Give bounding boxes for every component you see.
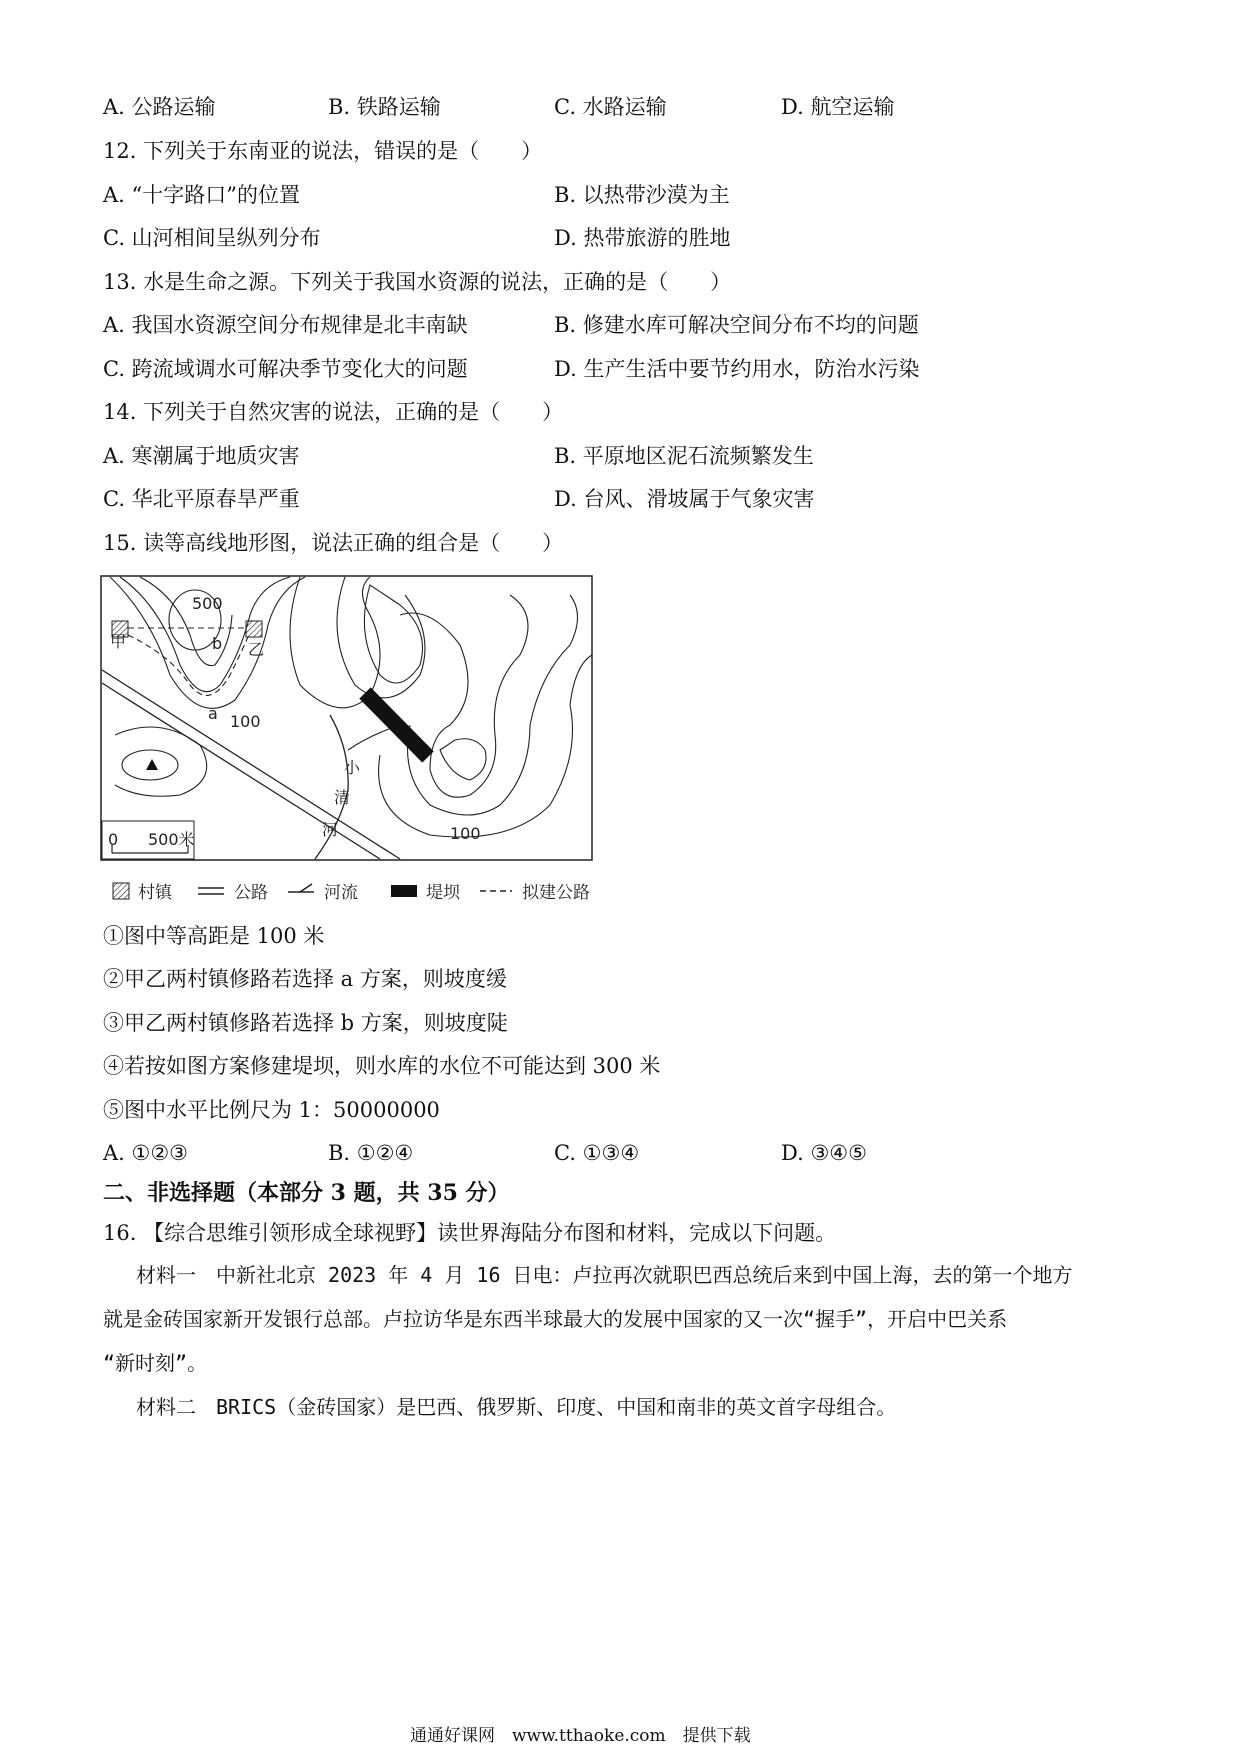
q16-stem: 16. 【综合思维引领形成全球视野】读世界海陆分布图和材料，完成以下问题。 — [103, 1221, 837, 1245]
q13-option-b: B. 修建水库可解决空间分布不均的问题 — [554, 313, 919, 337]
contour-label-500: 500 — [192, 594, 223, 613]
q16-material2: 材料二 BRICS（金砖国家）是巴西、俄罗斯、印度、中国和南非的英文首字母组合。 — [136, 1395, 897, 1419]
section2-title: 二、非选择题（本部分 3 题，共 35 分） — [103, 1180, 510, 1206]
legend-village — [112, 878, 172, 903]
river-char-1: 小 — [344, 758, 361, 777]
river-char-2: 清 — [334, 788, 351, 807]
q12-stem: 12. 下列关于东南亚的说法，错误的是（ ） — [103, 139, 543, 163]
q15-statement-3: ③甲乙两村镇修路若选择 b 方案，则坡度陡 — [103, 1011, 508, 1035]
legend-river-label: 河流 — [324, 883, 358, 903]
river-char-3: 河 — [322, 820, 339, 839]
road-symbol-icon — [196, 882, 226, 900]
q16-material1-line2: 就是金砖国家新开发银行总部。卢拉访华是东西半球最大的发展中国家的又一次“握手”，开启中巴关系 — [103, 1307, 1008, 1331]
q12-option-c: C. 山河相间呈纵列分布 — [103, 226, 321, 250]
legend-planned-road — [478, 878, 590, 903]
legend-dam-label: 堤坝 — [426, 883, 460, 903]
q15-option-c: C. ①③④ — [554, 1141, 640, 1165]
legend-dam — [390, 878, 460, 903]
q14-option-a: A. 寒潮属于地质灾害 — [103, 444, 300, 468]
q15-option-b: B. ①②④ — [328, 1141, 414, 1165]
q15-statement-4: ④若按如图方案修建堤坝，则水库的水位不可能达到 300 米 — [103, 1054, 661, 1078]
contour-map — [100, 575, 593, 861]
q13-stem: 13. 水是生命之源。下列关于我国水资源的说法，正确的是（ ） — [103, 270, 732, 294]
planned-road-symbol-icon — [478, 882, 514, 900]
dam-symbol-icon — [390, 882, 418, 900]
q15-statement-2: ②甲乙两村镇修路若选择 a 方案，则坡度缓 — [103, 967, 507, 991]
q11-option-d: D. 航空运输 — [781, 95, 895, 119]
river-symbol-icon — [286, 882, 316, 900]
q13-option-c: C. 跨流域调水可解决季节变化大的问题 — [103, 357, 468, 381]
legend-planned-road-label: 拟建公路 — [522, 883, 590, 903]
contour-label-100-left: 100 — [230, 712, 261, 731]
q15-option-a: A. ①②③ — [103, 1141, 188, 1165]
legend-road-label: 公路 — [234, 883, 268, 903]
q14-option-d: D. 台风、滑坡属于气象灾害 — [554, 487, 815, 511]
q12-option-a: A. “十字路口”的位置 — [103, 183, 300, 207]
q15-statement-5: ⑤图中水平比例尺为 1：50000000 — [103, 1098, 440, 1122]
village-label-yi: 乙 — [248, 640, 265, 659]
village-symbol-icon — [112, 882, 130, 900]
route-label-b: b — [212, 634, 223, 653]
legend-river — [286, 878, 358, 903]
q15-option-d: D. ③④⑤ — [781, 1141, 867, 1165]
q15-statement-1: ①图中等高距是 100 米 — [103, 924, 325, 948]
q16-material1-line3: “新时刻”。 — [103, 1351, 208, 1375]
q15-stem: 15. 读等高线地形图，说法正确的组合是（ ） — [103, 531, 564, 555]
scale-zero: 0 — [108, 830, 119, 849]
route-label-a: a — [208, 704, 218, 723]
q11-option-a: A. 公路运输 — [103, 95, 216, 119]
legend-village-label: 村镇 — [138, 883, 172, 903]
q12-option-d: D. 热带旅游的胜地 — [554, 226, 731, 250]
q13-option-a: A. 我国水资源空间分布规律是北丰南缺 — [103, 313, 468, 337]
q14-option-c: C. 华北平原春旱严重 — [103, 487, 300, 511]
q13-option-d: D. 生产生活中要节约用水，防治水污染 — [554, 357, 920, 381]
legend-road — [196, 878, 268, 903]
q12-option-b: B. 以热带沙漠为主 — [554, 183, 730, 207]
contour-label-100-bottom: 100 — [450, 824, 481, 843]
village-label-jia: 甲 — [110, 632, 127, 651]
q11-option-c: C. 水路运输 — [554, 95, 667, 119]
q14-stem: 14. 下列关于自然灾害的说法，正确的是（ ） — [103, 400, 564, 424]
scale-label: 500米 — [148, 830, 195, 849]
q16-material1-line1: 材料一 中新社北京 2023 年 4 月 16 日电：卢拉再次就职巴西总统后来到中国上海，去的第一个地方 — [136, 1263, 1073, 1287]
q14-option-b: B. 平原地区泥石流频繁发生 — [554, 444, 814, 468]
page-footer: 通通好课网 www.tthaoke.com 提供下载 — [410, 1726, 751, 1746]
q11-option-b: B. 铁路运输 — [328, 95, 441, 119]
